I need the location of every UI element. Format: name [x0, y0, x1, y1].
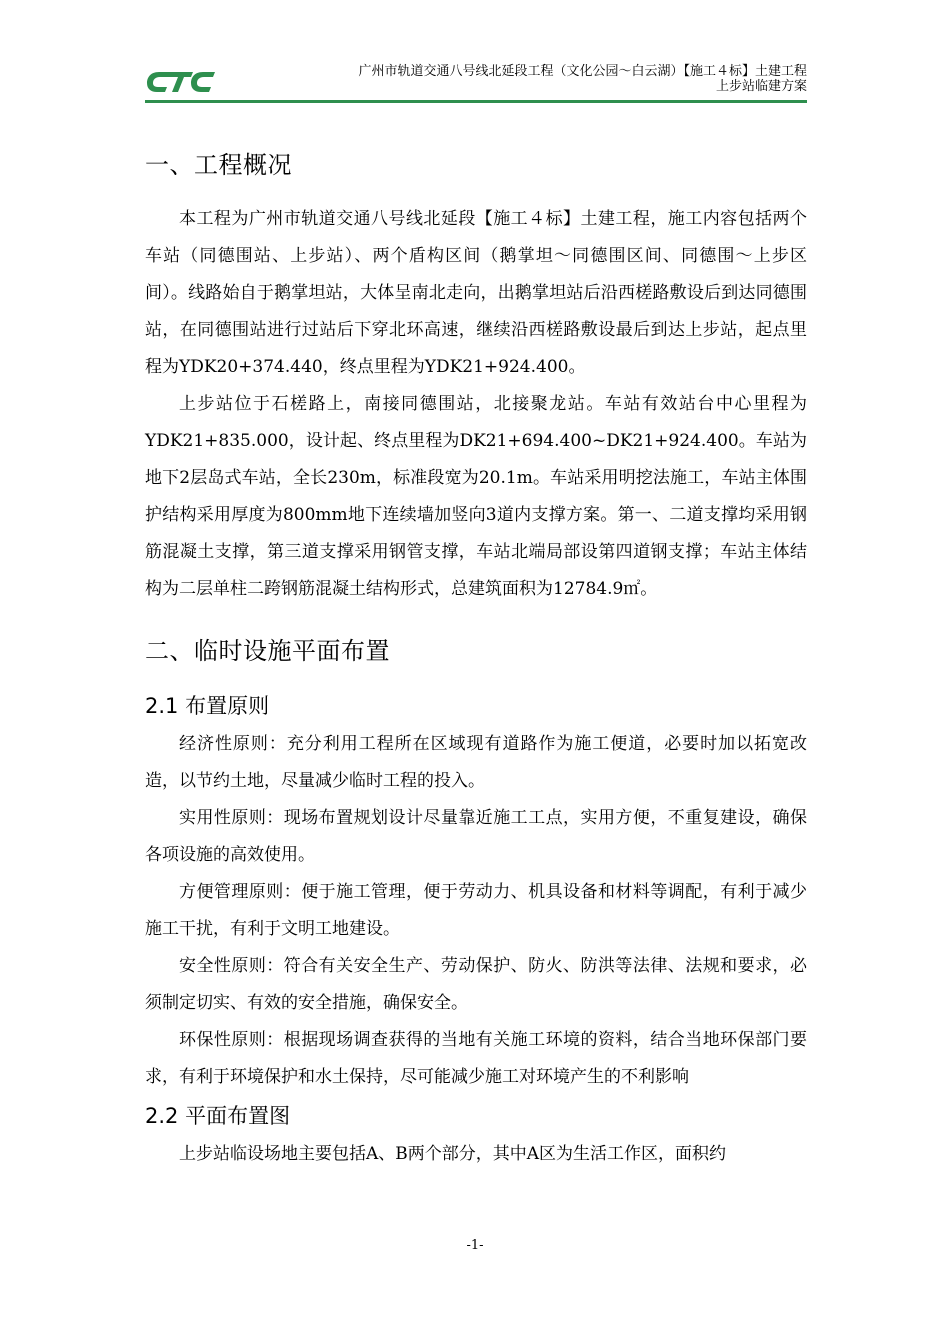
subsection-2-1-title: 2.1 布置原则 — [145, 694, 270, 718]
header-divider — [145, 100, 807, 103]
section-1-title: 一、工程概况 — [145, 151, 292, 179]
subsection-2-1-paragraph: 经济性原则：充分利用工程所在区域现有道路作为施工便道，必要时加以拓宽改造，以节约土地，尽量减少临时工程的投入。 — [145, 734, 807, 791]
subsection-2-2-paragraph: 上步站临设场地主要包括A、B两个部分，其中A区为生活工作区，面积约 — [179, 1144, 727, 1164]
subsection-2-1-paragraph: 安全性原则：符合有关安全生产、劳动保护、防火、防洪等法律、法规和要求，必须制定切实、有效的安全措施，确保安全。 — [145, 956, 807, 1013]
header-title — [358, 64, 807, 94]
subsection-2-1-paragraph: 实用性原则：现场布置规划设计尽量靠近施工工点，实用方便，不重复建设，确保各项设施的高效使用。 — [145, 808, 807, 865]
page-number: -1- — [466, 1238, 484, 1253]
company-logo — [145, 68, 215, 96]
section-1-paragraph: 上步站位于石槎路上，南接同德围站，北接聚龙站。车站有效站台中心里程为YDK21+835.000，设计起、终点里程为DK21+694.400~DK21+924.400。车站为地下2层岛式车站，全长230m，标准段宽为20.1m。车站采用明挖法施工，车站主体围护结构采用厚度为800mm地下连续墙加竖向3道内支撑方案。第一、二道支撑均采用钢筋混凝土支撑，第三道支撑采用钢管支撑，车站北端局部设第四道钢支撑；车站主体结构为二层单柱二跨钢筋混凝土结构形式，总建筑面积为12784.9㎡。 — [145, 394, 807, 599]
document-body — [145, 140, 807, 1173]
header-line-2: 上步站临建方案 — [715, 79, 807, 94]
section-1-paragraph: 本工程为广州市轨道交通八号线北延段【施工４标】土建工程，施工内容包括两个车站（同德围站、上步站）、两个盾构区间（鹅掌坦～同德围区间、同德围～上步区间）。线路始自于鹅掌坦站，大体呈南北走向，出鹅掌坦站后沿西槎路敷设后到达同德围站，在同德围站进行过站后下穿北环高速，继续沿西槎路敷设最后到达上步站，起点里程为YDK20+374.440，终点里程为YDK21+924.400。 — [145, 209, 807, 377]
subsection-2-1-paragraph: 环保性原则：根据现场调查获得的当地有关施工环境的资料，结合当地环保部门要求，有利于环境保护和水土保持，尽可能减少施工对环境产生的不利影响 — [145, 1030, 807, 1087]
section-2-title: 二、临时设施平面布置 — [145, 637, 390, 665]
subsection-2-2-title: 2.2 平面布置图 — [145, 1104, 291, 1128]
subsection-2-1-paragraph: 方便管理原则：便于施工管理，便于劳动力、机具设备和材料等调配，有利于减少施工干扰，有利于文明工地建设。 — [145, 882, 807, 939]
page-header — [145, 62, 807, 102]
header-line-1: 广州市轨道交通八号线北延段工程（文化公园～白云湖）【施工４标】土建工程 — [358, 64, 807, 79]
